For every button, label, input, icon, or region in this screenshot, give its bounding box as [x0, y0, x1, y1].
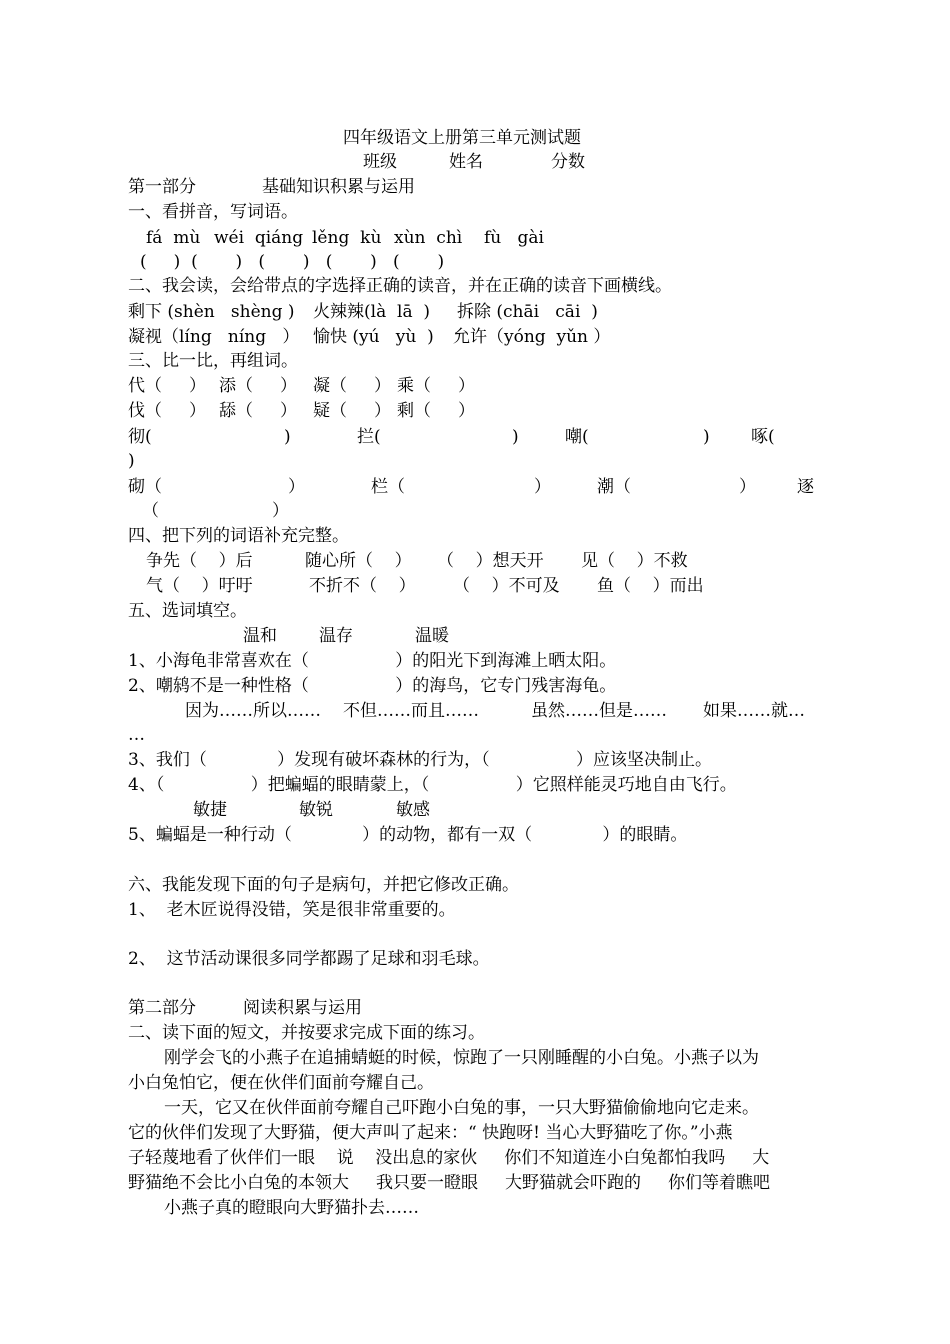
q5-option-6: 敏感: [396, 800, 430, 820]
q2-item-3: 拆除 (chāi cāi ): [457, 302, 598, 322]
q5-sentence-1: 1、小海龟非常喜欢在（ ）的阳光下到海滩上晒太阳。: [128, 651, 617, 671]
q3-r4-c4-close: ）: [272, 501, 289, 521]
q3-r1-c4: 乘（ ）: [397, 376, 476, 396]
q5-option-4: 敏捷: [193, 800, 227, 820]
q6-sentence-1: 1、 老木匠说得没错，笑是很非常重要的。: [128, 900, 456, 920]
reading-p2-line-1: 一天，它又在伙伴面前夸耀自己吓跑小白兔的事，一只大野猫偷偷地向它走来。: [164, 1098, 759, 1118]
q4-r2-c3: （ ）不可及: [453, 576, 560, 596]
q2-item-6: 允许（yóng yǔn ）: [453, 327, 611, 347]
q3-r4-c1: 砌（: [128, 477, 162, 497]
q3-heading: 三、比一比，再组词。: [128, 351, 298, 371]
q5-conj-2: 不但……而且……: [343, 701, 479, 721]
q1-pinyin-4: xùn chì: [394, 228, 463, 248]
q4-r1-c4: 见（ ）不救: [581, 551, 688, 571]
q5-option-1: 温和: [243, 626, 277, 646]
q3-r3-c2-close: ): [512, 427, 519, 447]
q5-conj-4-cont: …: [128, 725, 145, 745]
q4-r1-c2: 随心所（ ）: [305, 551, 412, 571]
q3-r3-c1: 彻(: [128, 427, 152, 447]
q4-r2-c4: 鱼（ ）而出: [597, 576, 704, 596]
q2-item-4: 凝视（líng níng ）: [128, 327, 300, 347]
reading-p2-line-3: 子轻蔑地看了伙伴们一眼 说 没出息的家伙 你们不知道连小白兔都怕我吗 大: [128, 1148, 770, 1168]
reading-p1-line-1: 刚学会飞的小燕子在追捕蜻蜓的时候，惊跑了一只刚睡醒的小白兔。小燕子以为: [164, 1048, 759, 1068]
q3-r3-c4: 啄(: [751, 427, 775, 447]
score-label: 分数: [551, 152, 585, 172]
q4-heading: 四、把下列的词语补充完整。: [128, 526, 349, 546]
class-label: 班级: [363, 152, 397, 172]
reading-heading: 二、读下面的短文，并按要求完成下面的练习。: [128, 1023, 485, 1043]
q4-r2-c1: 气（ ）吁吁: [146, 576, 253, 596]
q5-sentence-5: 5、蝙蝠是一种行动（ ）的动物，都有一双（ ）的眼睛。: [128, 825, 688, 845]
q2-item-2: 火辣辣(là lā ): [313, 302, 431, 322]
q3-r4-c4: 逐: [797, 477, 814, 497]
q3-r1-c2: 添（ ）: [219, 376, 298, 396]
q5-conj-4: 如果……就…: [703, 701, 805, 721]
q6-sentence-2: 2、 这节活动课很多同学都踢了足球和羽毛球。: [128, 949, 490, 969]
q5-option-3: 温暖: [415, 626, 449, 646]
q2-item-5: 愉快 (yú yù ): [313, 327, 434, 347]
part1-name: 基础知识积累与运用: [262, 177, 415, 197]
q3-r2-c3: 疑（ ）: [313, 401, 392, 421]
part2-name: 阅读积累与运用: [243, 998, 362, 1018]
q5-conj-1: 因为……所以……: [185, 701, 321, 721]
q1-blanks: ( ) ( ) ( ) ( ) ( ): [140, 252, 445, 272]
part1-label: 第一部分: [128, 177, 196, 197]
q5-sentence-4: 4、（ ）把蝙蝠的眼睛蒙上，（ ）它照样能灵巧地自由飞行。: [128, 775, 737, 795]
q3-r3-c3-close: ): [703, 427, 710, 447]
reading-p2-line-2: 它的伙伴们发现了大野猫，便大声叫了起来：“ 快跑呀! 当心大野猫吃了你。”小燕: [128, 1123, 733, 1143]
q1-pinyin-5: fù gài: [484, 228, 544, 248]
page-title: 四年级语文上册第三单元测试题: [343, 128, 581, 148]
q3-r3-c1-close: ): [284, 427, 291, 447]
q3-r4-c2-close: ）: [534, 477, 551, 497]
q3-r4-c4-open: （: [142, 501, 159, 521]
part2-label: 第二部分: [128, 998, 196, 1018]
q1-pinyin-1: fá mù: [146, 228, 201, 248]
q3-r3-c2: 拦(: [357, 427, 381, 447]
q5-heading: 五、选词填空。: [128, 601, 247, 621]
q3-r4-c3: 潮（: [597, 477, 631, 497]
q5-option-2: 温存: [319, 626, 353, 646]
q5-option-5: 敏锐: [299, 800, 333, 820]
q3-r2-c4: 剩（ ）: [397, 401, 476, 421]
q3-r2-c2: 舔（ ）: [219, 401, 298, 421]
q5-sentence-3: 3、我们（ ）发现有破坏森林的行为，（ ）应该坚决制止。: [128, 750, 713, 770]
q1-heading: 一、看拼音，写词语。: [128, 202, 298, 222]
reading-p1-line-2: 小白兔怕它，便在伙伴们面前夸耀自己。: [128, 1073, 434, 1093]
q2-item-1: 剩下 (shèn shèng ): [128, 302, 295, 322]
q1-pinyin-2: wéi qiáng: [214, 228, 304, 248]
q4-r1-c3: （ ）想天开: [437, 551, 544, 571]
q3-r4-c1-close: ）: [288, 477, 305, 497]
reading-p3-line-1: 小燕子真的瞪眼向大野猫扑去……: [164, 1198, 419, 1218]
name-label: 姓名: [449, 152, 483, 172]
q1-pinyin-3: lěng kù: [312, 228, 382, 248]
q5-sentence-2: 2、嘲鸫不是一种性格（ ）的海鸟，它专门残害海龟。: [128, 676, 617, 696]
q4-r2-c2: 不折不（ ）: [309, 576, 416, 596]
q3-r4-c2: 栏（: [371, 477, 405, 497]
q3-r2-c1: 伐（ ）: [128, 401, 207, 421]
q3-r3-c4-close: ): [128, 451, 135, 471]
q3-r1-c3: 凝（ ）: [313, 376, 392, 396]
q4-r1-c1: 争先（ ）后: [146, 551, 253, 571]
q3-r1-c1: 代（ ）: [128, 376, 207, 396]
q3-r3-c3: 嘲(: [565, 427, 589, 447]
q6-heading: 六、我能发现下面的句子是病句，并把它修改正确。: [128, 875, 519, 895]
q5-conj-3: 虽然……但是……: [531, 701, 667, 721]
q2-heading: 二、我会读，会给带点的字选择正确的读音，并在正确的读音下画横线。: [128, 276, 672, 296]
q3-r4-c3-close: ）: [739, 477, 756, 497]
reading-p2-line-4: 野猫绝不会比小白兔的本领大 我只要一瞪眼 大野猫就会吓跑的 你们等着瞧吧: [128, 1173, 771, 1193]
